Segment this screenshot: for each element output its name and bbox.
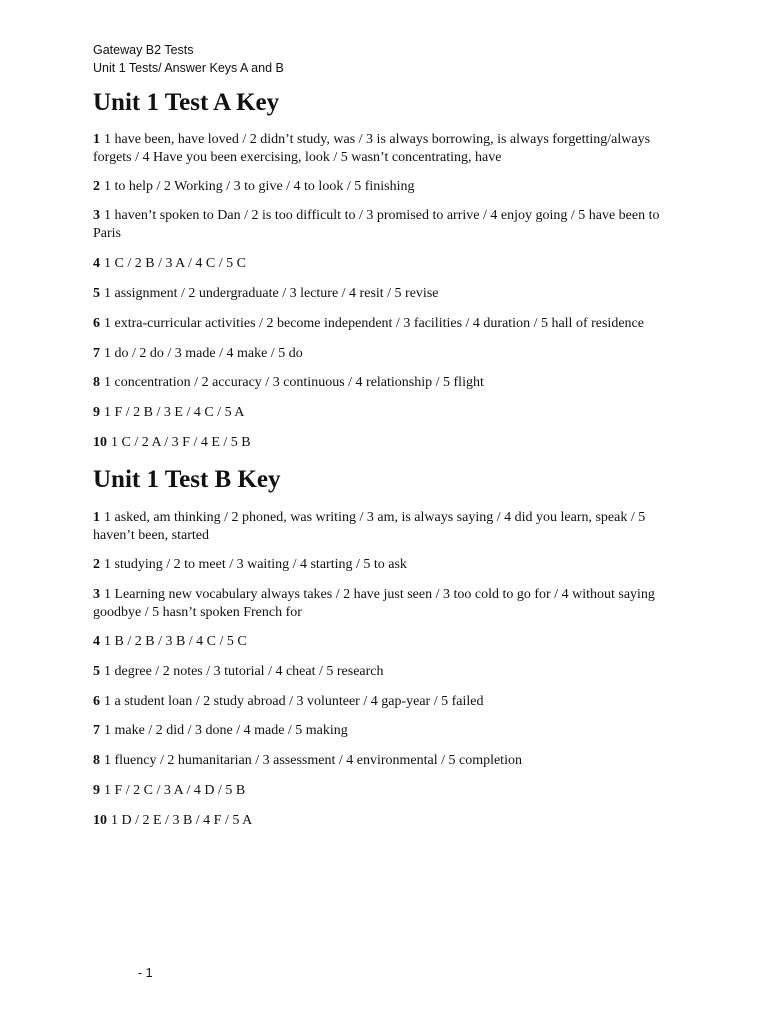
page-number: - 1 xyxy=(138,966,153,980)
answer-number: 2 xyxy=(93,179,100,194)
answer-text: 1 to help / 2 Working / 3 to give / 4 to look / 5 finishing xyxy=(104,179,415,194)
answer-number: 9 xyxy=(93,405,100,420)
test-a-answer-8 xyxy=(93,374,673,392)
test-a-answer-4 xyxy=(93,255,673,273)
answer-number: 1 xyxy=(93,510,100,525)
test-a-answer-7 xyxy=(93,345,673,363)
answer-text: 1 make / 2 did / 3 done / 4 made / 5 making xyxy=(104,723,348,738)
answer-number: 5 xyxy=(93,664,100,679)
test-b-answer-1 xyxy=(93,509,673,545)
test-b-answer-2 xyxy=(93,556,673,574)
test-a-answer-9 xyxy=(93,404,673,422)
test-b-answer-9 xyxy=(93,782,673,800)
answer-number: 7 xyxy=(93,346,100,361)
answer-text: 1 Learning new vocabulary always takes / 2 have just seen / 3 too cold to go for / 4 without saying goodbye / 5 hasn’t spoken French for xyxy=(93,587,655,620)
answer-number: 6 xyxy=(93,694,100,709)
answer-text: 1 degree / 2 notes / 3 tutorial / 4 cheat / 5 research xyxy=(104,664,384,679)
answer-number: 10 xyxy=(93,813,107,828)
test-b-answer-10 xyxy=(93,812,673,830)
test-b-answer-8 xyxy=(93,752,673,770)
answer-number: 5 xyxy=(93,286,100,301)
answer-number: 3 xyxy=(93,208,100,223)
answer-number: 1 xyxy=(93,132,100,147)
test-a-answer-3 xyxy=(93,207,673,243)
answer-text: 1 have been, have loved / 2 didn’t study, was / 3 is always borrowing, is always forgetting/always forgets / 4 Have you been exercising, look / 5 wasn’t concentrating, have xyxy=(93,132,651,165)
test-a-answer-5 xyxy=(93,285,673,303)
header-subtitle: Unit 1 Tests/ Answer Keys A and B xyxy=(93,61,284,75)
answer-text: 1 C / 2 B / 3 A / 4 C / 5 C xyxy=(104,256,246,271)
test-a-answer-10 xyxy=(93,434,673,452)
test-a-title: Unit 1 Test A Key xyxy=(93,89,280,116)
answer-text: 1 B / 2 B / 3 B / 4 C / 5 C xyxy=(104,634,247,649)
test-a-answer-6 xyxy=(93,315,673,333)
answer-number: 2 xyxy=(93,557,100,572)
answer-text: 1 assignment / 2 undergraduate / 3 lecture / 4 resit / 5 revise xyxy=(104,286,439,301)
answer-text: 1 do / 2 do / 3 made / 4 make / 5 do xyxy=(104,346,303,361)
answer-text: 1 haven’t spoken to Dan / 2 is too difficult to / 3 promised to arrive / 4 enjoy going / 5 have been to Paris xyxy=(93,208,660,241)
test-a-answer-1 xyxy=(93,131,673,167)
answer-text: 1 fluency / 2 humanitarian / 3 assessment / 4 environmental / 5 completion xyxy=(104,753,522,768)
answer-number: 6 xyxy=(93,316,100,331)
test-b-answer-3 xyxy=(93,586,673,622)
answer-text: 1 concentration / 2 accuracy / 3 continuous / 4 relationship / 5 flight xyxy=(104,375,484,390)
answer-number: 8 xyxy=(93,375,100,390)
answer-number: 4 xyxy=(93,256,100,271)
answer-number: 9 xyxy=(93,783,100,798)
answer-number: 3 xyxy=(93,587,100,602)
answer-number: 8 xyxy=(93,753,100,768)
answer-text: 1 a student loan / 2 study abroad / 3 volunteer / 4 gap-year / 5 failed xyxy=(104,694,484,709)
answer-text: 1 studying / 2 to meet / 3 waiting / 4 starting / 5 to ask xyxy=(104,557,407,572)
answer-number: 7 xyxy=(93,723,100,738)
answer-text: 1 extra-curricular activities / 2 become independent / 3 facilities / 4 duration / 5 hall of residence xyxy=(104,316,644,331)
test-b-title: Unit 1 Test B Key xyxy=(93,466,281,493)
document-header xyxy=(93,41,284,77)
test-b-answer-4 xyxy=(93,633,673,651)
test-a-answer-2 xyxy=(93,178,673,196)
answer-number: 10 xyxy=(93,435,107,450)
answer-text: 1 asked, am thinking / 2 phoned, was writing / 3 am, is always saying / 4 did you learn, speak / 5 haven’t been, started xyxy=(93,510,646,543)
header-series-title: Gateway B2 Tests xyxy=(93,43,194,57)
answer-text: 1 F / 2 C / 3 A / 4 D / 5 B xyxy=(104,783,246,798)
test-b-answer-7 xyxy=(93,722,673,740)
answer-text: 1 C / 2 A / 3 F / 4 E / 5 B xyxy=(111,435,251,450)
test-b-answer-6 xyxy=(93,693,673,711)
test-b-answer-5 xyxy=(93,663,673,681)
answer-number: 4 xyxy=(93,634,100,649)
answer-text: 1 F / 2 B / 3 E / 4 C / 5 A xyxy=(104,405,245,420)
answer-text: 1 D / 2 E / 3 B / 4 F / 5 A xyxy=(111,813,253,828)
